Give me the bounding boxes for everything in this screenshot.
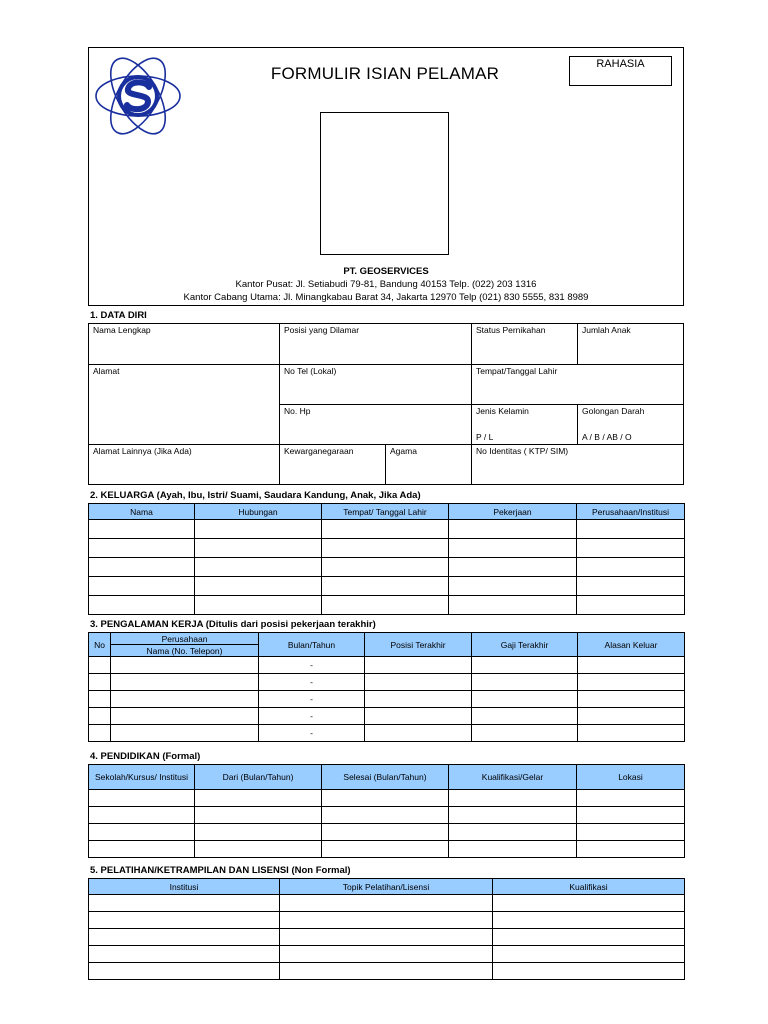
col-header-dari: Dari (Bulan/Tahun) [195, 765, 322, 790]
table-row [89, 596, 685, 615]
label-tempat-tanggal-lahir: Tempat/Tanggal Lahir [476, 366, 558, 376]
table-cell[interactable] [89, 691, 111, 708]
table-cell[interactable] [577, 790, 685, 807]
table-cell[interactable] [322, 841, 449, 858]
table-cell[interactable] [577, 824, 685, 841]
field-golongan-darah[interactable] [578, 405, 683, 444]
table-cell[interactable] [493, 946, 685, 963]
label-no-hp: No. Hp [284, 406, 311, 416]
table-cell[interactable] [89, 929, 280, 946]
table-cell[interactable] [89, 912, 280, 929]
table-cell[interactable] [322, 558, 449, 577]
table-cell[interactable] [449, 807, 577, 824]
section-title-data-diri: 1. DATA DIRI [90, 310, 147, 321]
table-cell[interactable] [577, 596, 685, 615]
table-cell[interactable] [322, 577, 449, 596]
label-agama: Agama [390, 446, 417, 456]
table-cell[interactable] [577, 841, 685, 858]
table-cell[interactable] [449, 790, 577, 807]
table-row [89, 963, 685, 980]
table-row [89, 912, 685, 929]
table-cell[interactable] [578, 674, 685, 691]
table-cell[interactable] [111, 725, 259, 742]
table-cell[interactable] [195, 558, 322, 577]
section-title-pengalaman: 3. PENGALAMAN KERJA (Ditulis dari posisi pekerjaan terakhir) [90, 619, 376, 630]
table-cell[interactable] [578, 725, 685, 742]
table-cell[interactable] [89, 708, 111, 725]
bulan-tahun-cell[interactable]: - [259, 691, 365, 708]
table-cell[interactable] [111, 674, 259, 691]
field-jenis-kelamin[interactable] [472, 405, 577, 444]
family-table [88, 503, 685, 615]
label-no-tel: No Tel (Lokal) [284, 366, 337, 376]
table-cell[interactable] [578, 657, 685, 674]
table-cell[interactable] [449, 539, 577, 558]
table-row [89, 929, 685, 946]
col-header-topik: Topik Pelatihan/Lisensi [280, 879, 493, 895]
table-cell[interactable] [195, 790, 322, 807]
table-cell[interactable] [365, 708, 472, 725]
table-cell[interactable] [89, 558, 195, 577]
table-cell[interactable] [89, 963, 280, 980]
table-cell[interactable] [449, 520, 577, 539]
col-header-hubungan: Hubungan [195, 504, 322, 520]
table-cell[interactable] [195, 596, 322, 615]
table-cell[interactable] [365, 674, 472, 691]
bulan-tahun-cell[interactable]: - [259, 657, 365, 674]
table-row [89, 577, 685, 596]
company-name: PT. GEOSERVICES [343, 266, 429, 277]
bulan-tahun-cell[interactable]: - [259, 725, 365, 742]
table-cell[interactable] [195, 807, 322, 824]
field-agama[interactable] [386, 445, 471, 484]
table-row [89, 824, 685, 841]
field-jumlah-anak[interactable] [578, 324, 683, 364]
table-cell[interactable] [365, 725, 472, 742]
table-cell[interactable] [365, 657, 472, 674]
table-row [89, 807, 685, 824]
table-cell[interactable] [89, 725, 111, 742]
field-kewarganegaraan[interactable] [280, 445, 385, 484]
col-header-pekerjaan: Pekerjaan [449, 504, 577, 520]
table-row [89, 691, 685, 708]
work-experience-table [88, 632, 685, 742]
field-no-identitas[interactable] [472, 445, 683, 484]
table-cell[interactable] [322, 807, 449, 824]
col-header-selesai: Selesai (Bulan/Tahun) [322, 765, 449, 790]
table-cell[interactable] [493, 929, 685, 946]
col-header-perusahaan: Perusahaan/Institusi [577, 504, 685, 520]
table-cell[interactable] [472, 691, 578, 708]
table-cell[interactable] [280, 963, 493, 980]
table-cell[interactable] [195, 824, 322, 841]
training-table [88, 878, 685, 980]
label-status-pernikahan: Status Pernikahan [476, 325, 546, 335]
table-cell[interactable] [449, 841, 577, 858]
table-cell[interactable] [472, 657, 578, 674]
section-title-pelatihan: 5. PELATIHAN/KETRAMPILAN DAN LISENSI (Non Formal) [90, 865, 351, 876]
table-cell[interactable] [89, 520, 195, 539]
table-row [89, 558, 685, 577]
head-office-address: Kantor Pusat: Jl. Setiabudi 79-81, Bandung 40153 Telp. (022) 203 1316 [235, 279, 537, 290]
table-row [89, 841, 685, 858]
table-cell[interactable] [449, 596, 577, 615]
table-row [89, 790, 685, 807]
form-title: FORMULIR ISIAN PELAMAR [270, 64, 500, 83]
table-cell[interactable] [89, 657, 111, 674]
table-cell[interactable] [578, 708, 685, 725]
table-cell[interactable] [280, 912, 493, 929]
table-cell[interactable] [577, 558, 685, 577]
table-cell[interactable] [449, 577, 577, 596]
personal-data-grid [88, 323, 684, 485]
table-cell[interactable] [195, 577, 322, 596]
table-cell[interactable] [577, 807, 685, 824]
table-row [89, 946, 685, 963]
label-jenis-kelamin: Jenis Kelamin [476, 406, 529, 416]
table-cell[interactable] [449, 824, 577, 841]
table-row [89, 725, 685, 742]
table-cell[interactable] [111, 657, 259, 674]
table-cell[interactable] [322, 539, 449, 558]
col-header-nama-telepon: Nama (No. Telepon) [111, 645, 259, 657]
table-cell[interactable] [195, 841, 322, 858]
table-row [89, 895, 685, 912]
table-row [89, 539, 685, 558]
table-cell[interactable] [365, 691, 472, 708]
table-cell[interactable] [89, 539, 195, 558]
field-posisi[interactable] [280, 324, 471, 364]
col-header-posisi: Posisi Terakhir [365, 633, 472, 657]
education-table [88, 764, 685, 858]
col-header-no: No [89, 633, 111, 657]
table-cell[interactable] [89, 946, 280, 963]
label-kewarganegaraan: Kewarganegaraan [284, 446, 354, 456]
table-row [89, 520, 685, 539]
table-cell[interactable] [111, 691, 259, 708]
label-golongan-darah: Golongan Darah [582, 406, 645, 416]
table-cell[interactable] [472, 674, 578, 691]
table-row [89, 674, 685, 691]
label-posisi: Posisi yang Dilamar [284, 325, 360, 335]
table-cell[interactable] [322, 824, 449, 841]
table-cell[interactable] [322, 520, 449, 539]
section-title-keluarga: 2. KELUARGA (Ayah, Ibu, Istri/ Suami, Saudara Kandung, Anak, Jika Ada) [90, 490, 421, 501]
field-alamat-lain[interactable] [89, 445, 279, 484]
table-cell[interactable] [195, 520, 322, 539]
table-cell[interactable] [578, 691, 685, 708]
section-title-pendidikan: 4. PENDIDIKAN (Formal) [90, 751, 201, 762]
table-cell[interactable] [89, 577, 195, 596]
table-cell[interactable] [577, 539, 685, 558]
table-row [89, 708, 685, 725]
jenis-kelamin-options[interactable]: P / L [476, 432, 494, 442]
table-cell[interactable] [472, 708, 578, 725]
col-header-nama: Nama [89, 504, 195, 520]
table-cell[interactable] [89, 824, 195, 841]
photo-placeholder[interactable] [320, 112, 449, 255]
table-cell[interactable] [577, 577, 685, 596]
col-header-lokasi: Lokasi [577, 765, 685, 790]
bulan-tahun-cell[interactable]: - [259, 708, 365, 725]
label-no-identitas: No Identitas ( KTP/ SIM) [476, 446, 569, 456]
col-header-kualifikasi: Kualifikasi/Gelar [449, 765, 577, 790]
col-header-kualifikasi: Kualifikasi [493, 879, 685, 895]
table-cell[interactable] [89, 790, 195, 807]
table-cell[interactable] [493, 912, 685, 929]
table-cell[interactable] [89, 674, 111, 691]
table-cell[interactable] [322, 596, 449, 615]
table-cell[interactable] [195, 539, 322, 558]
field-tempat-tanggal-lahir[interactable] [472, 365, 683, 404]
company-logo [94, 52, 182, 140]
field-alamat[interactable] [89, 365, 279, 444]
table-cell[interactable] [89, 841, 195, 858]
col-header-gaji: Gaji Terakhir [472, 633, 578, 657]
col-header-ttl: Tempat/ Tanggal Lahir [322, 504, 449, 520]
table-cell[interactable] [111, 708, 259, 725]
col-header-perusahaan: Perusahaan [111, 633, 259, 645]
table-cell[interactable] [322, 790, 449, 807]
table-cell[interactable] [449, 558, 577, 577]
col-header-sekolah: Sekolah/Kursus/ Institusi [89, 765, 195, 790]
table-cell[interactable] [280, 895, 493, 912]
table-cell[interactable] [577, 520, 685, 539]
col-header-alasan: Alasan Keluar [578, 633, 685, 657]
table-cell[interactable] [493, 963, 685, 980]
table-row [89, 657, 685, 674]
table-cell[interactable] [89, 807, 195, 824]
col-header-bulan-tahun: Bulan/Tahun [259, 633, 365, 657]
table-cell[interactable] [493, 895, 685, 912]
label-jumlah-anak: Jumlah Anak [582, 325, 631, 335]
label-alamat-lain: Alamat Lainnya (Jika Ada) [93, 446, 192, 456]
table-cell[interactable] [280, 929, 493, 946]
table-cell[interactable] [280, 946, 493, 963]
field-nama-lengkap[interactable] [89, 324, 279, 364]
table-cell[interactable] [89, 895, 280, 912]
label-nama-lengkap: Nama Lengkap [93, 325, 151, 335]
field-status-pernikahan[interactable] [472, 324, 577, 364]
golongan-darah-options[interactable]: A / B / AB / O [582, 432, 632, 442]
confidential-label: RAHASIA [569, 56, 672, 86]
branch-office-address: Kantor Cabang Utama: Jl. Minangkabau Barat 34, Jakarta 12970 Telp (021) 830 5555, 831 8989 [183, 292, 589, 303]
label-alamat: Alamat [93, 366, 120, 376]
table-cell[interactable] [89, 596, 195, 615]
field-no-hp[interactable] [280, 405, 471, 444]
field-no-tel[interactable] [280, 365, 471, 404]
table-cell[interactable] [472, 725, 578, 742]
bulan-tahun-cell[interactable]: - [259, 674, 365, 691]
col-header-institusi: Institusi [89, 879, 280, 895]
